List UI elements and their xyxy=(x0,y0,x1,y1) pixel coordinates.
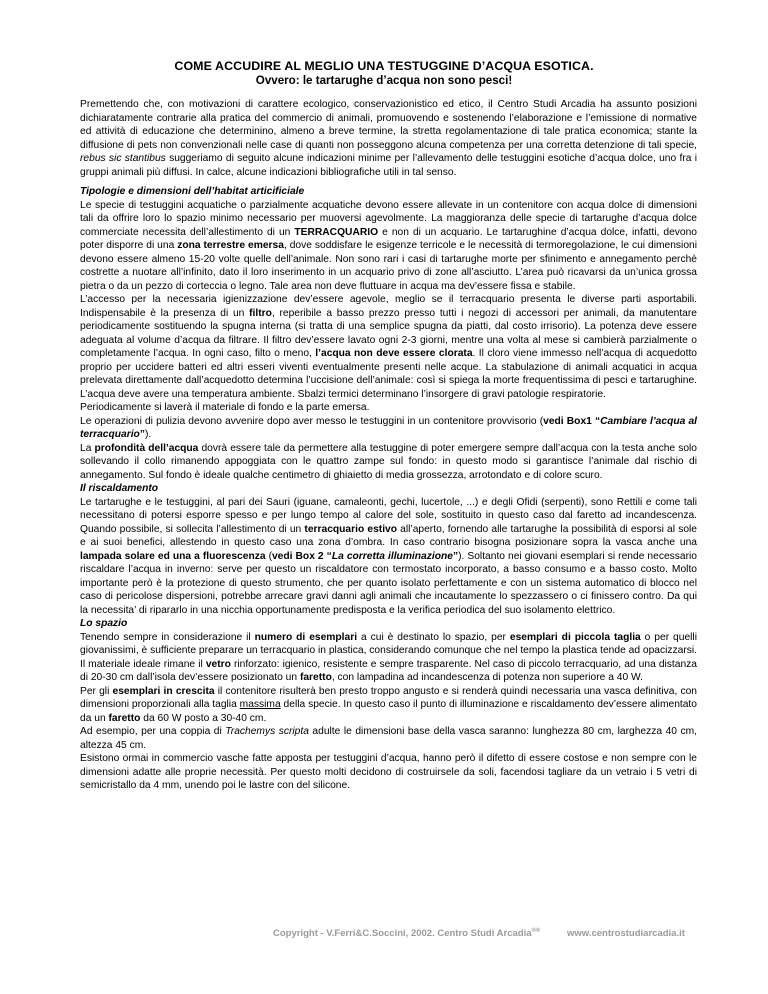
habitat-p1-text: Le specie di testuggini acquatiche o parzialmente acquatiche devono essere allevate in un contenitore con acqua dolce di dimensioni tali da offrire loro lo spazio minimo necessario per muoversi agevolmente. La maggioranza delle specie di tartarughe d’acqua dolce commerciate necessita dell’allestimento di un xyxy=(80,199,697,238)
heating-bold-lampada: lampada solare ed una a fluorescenza xyxy=(80,550,266,562)
heating-text: Le tartarughe e le testuggini, al pari dei Sauri (iguane, camaleonti, gechi, lucertole, ...) e degli Ofidi (serpenti), sono Rettili e come tali necessitano di potersi esporre spesso e per lungo tempo al calore del sole, sostituito in questo caso dal faretto ad incandescenza. Quando possibile, si sollecita l’allestimento di un xyxy=(80,496,697,535)
footer-copyright xyxy=(273,928,540,939)
footer-registered-mark: ®® xyxy=(531,928,541,934)
habitat-p2-text-3: . Il cloro viene immesso nell’acqua di acquedotto proprio per uccidere batteri ed altri esseri viventi eventualmente presenti nelle acque. La stabulazione di animali acquatici in acqua prelevata direttamente dall’acquedotto determina l’uccisione dell’animale: così si spiega la morte frequentissima di pesci e tartarughine. L’acqua deve avere una temperatura ambiente. Sbalzi termici determinano l’insorgere di gravi patologie respiratorie. xyxy=(80,348,697,400)
space-p2-text-2: il contenitore risulterà ben presto troppo angusto e si renderà quindi necessaria una vasca definitiva, con dimensioni proporzionali alla taglia xyxy=(80,685,698,710)
habitat-p2-text: L’accesso per la necessaria igienizzazione dev’essere agevole, meglio se il terracquario presenta le diverse parti asportabili. Indispensabile è la presenza di un xyxy=(80,294,697,319)
habitat-p5-text: La xyxy=(80,442,95,454)
habitat-p1-text-2: e non di un acquario. Le tartarughine d’acqua dolce, infatti, devono poter disporre di una xyxy=(80,226,697,251)
space-paragraph-1 xyxy=(80,631,697,685)
space-p2-bold-faretto: faretto xyxy=(108,712,141,724)
habitat-p4-box-ref: vedi Box1 “ xyxy=(543,415,601,427)
habitat-p1-bold-zona: zona terrestre emersa xyxy=(177,240,284,251)
intro-paragraph xyxy=(80,98,697,179)
space-p1-text: Tenendo sempre in considerazione il xyxy=(80,631,255,643)
habitat-p1-bold-terracquario: TERRACQUARIO xyxy=(294,226,379,238)
space-p1-bold-vetro: vetro xyxy=(205,658,231,670)
section-heading-space: Lo spazio xyxy=(80,618,128,629)
habitat-p4-text-end: ). xyxy=(144,429,152,440)
habitat-paragraph-3: Periodicamente si laverà il materiale di fondo e la parte emersa. xyxy=(80,402,370,413)
space-paragraph-2 xyxy=(80,685,697,726)
section-heading-heating: Il riscaldamento xyxy=(80,483,159,494)
habitat-p5-bold-profondita: profondità dell’acqua xyxy=(94,442,199,454)
habitat-p4-text: Le operazioni di pulizia devono avvenire dopo aver messo le testuggini in un contenitore provvisorio ( xyxy=(80,415,544,427)
space-p2-text: Per gli xyxy=(80,685,113,697)
habitat-p5-text-2: dovrà essere tale da permettere alla testuggine di poter emergere sempre dall’acqua con la testa anche solo sollevando il collo rimanendo appoggiata con le quattro zampe sul fondo: in questo modo si garantisce l’animale dal rischio di annegamento. Sul fondo è ideale qualche centimetro di ghiaietto di media grossezza, arrotondato e di colore scuro. xyxy=(80,442,697,481)
intro-italic-phrase: rebus sic stantibus xyxy=(80,153,166,164)
space-p3-text: Ad esempio, per una coppia di xyxy=(80,726,226,737)
space-p1-text-5: , con lampadina ad incandescenza di potenza non superiore a 40 W. xyxy=(331,672,643,683)
space-paragraph-3 xyxy=(80,725,697,752)
page-subtitle: Ovvero: le tartarughe d’acqua non sono pesci! xyxy=(255,74,513,87)
habitat-p2-bold-clorata: l’acqua non deve essere clorata xyxy=(315,348,473,359)
habitat-paragraph-1 xyxy=(80,199,697,294)
habitat-p2-text-2: , reperibile a basso prezzo presso tutti i negozi di accessori per animali, da manutentare periodicamente sostituendo la spugna interna (si tratta di una semplice spugna da piatti, dal costo irrisorio). La potenza deve essere adeguata al volume d’acqua da filtrare. Il filtro dev’essere lavato ogni 2-3 giorni, mentre una volta al mese si cambierà parzialmente o completamente l’acqua. In ogni caso, filto o meno, xyxy=(80,307,697,359)
space-paragraph-4: Esistono ormai in commercio vasche fatte apposta per testuggini d’acqua, hanno però il difetto di essere costose e non sempre con le dimensioni adatte alle proprie necessità. Per questo molti decidono di costruirsele da soli, facendosi tagliare da un vetraio i 5 vetri di semicristallo da 4 mm, unendo poi le lastre con del silicone. xyxy=(80,753,697,791)
heating-text-4: ). Soltanto nei giovani esemplari si rende necessario riscaldare l’acqua in inverno: serve per questo un riscaldatore con termostato incorporato, a basso consumo e a basso costo. Molto importante però è la protezione di questo strumento, che per quanto isolato perfettamente e con un sistema automatico di blocco nel caso di pericolose dispersioni, potrebbe arrecare gravi danni agli animali che incautamente lo spezzassero o ci finissero contro. Da qui la necessita’ di ripararlo in una nicchia opportunamente predisposta e la verifica periodica del suo isolamento elettrico. xyxy=(80,550,698,616)
habitat-paragraph-2 xyxy=(80,293,697,401)
heating-box-ref: vedi Box 2 “ xyxy=(271,550,332,562)
habitat-p1-text-3: , dove soddisfare le esigenze terricole e le necessità di termoregolazione, le cui dimensioni devono essere almeno 15-20 volte quelle dell’animale. Non sono rari i casi di tartarughe morte per sfinimento e annegamento perchè costrette a nuotare all’infinito, dato il loro inserimento in un acquario privo di zone all’asciutto. L’area può ricavarsi da un’unica grossa pietra o da un pezzo di corteccia o legno. Tale area non deve fluttuare in acqua ma dev’essere fissa e stabile. xyxy=(80,240,697,292)
space-p1-bold-numero: numero di esemplari xyxy=(254,631,358,643)
page-title: COME ACCUDIRE AL MEGLIO UNA TESTUGGINE D’ACQUA ESOTICA. xyxy=(174,59,594,73)
space-p3-text-2: adulte le dimensioni base della vasca saranno: lunghezza 80 cm, larghezza 40 cm, altezza 45 cm. xyxy=(80,726,697,751)
footer-copyright-text: Copyright - V.Ferri&C.Soccini, 2002. Centro Studi Arcadia xyxy=(273,928,532,940)
space-p1-bold-piccola: esemplari di piccola taglia xyxy=(509,631,641,643)
space-p2-bold-crescita: esemplari in crescita xyxy=(112,685,215,697)
heating-bold-estivo: terracquario estivo xyxy=(304,523,398,535)
heating-box-title: La corretta illuminazione xyxy=(331,550,453,562)
heating-box-quote: ” xyxy=(452,550,459,562)
document-body xyxy=(80,98,697,793)
space-p1-text-3: o per quelli giovanissimi, è sufficiente preparare un terracquario in plastica, considerando comunque che nel tempo la plastica tende ad opacizzarsi. Il materiale ideale rimane il xyxy=(80,631,697,670)
footer-website-link[interactable]: www.centrostudiarcadia.it xyxy=(567,928,685,939)
intro-text-end: suggeriamo di seguito alcune indicazioni minime per l’allevamento delle testuggini esotiche d’acqua dolce, uno fra i gruppi animali più diffusi. In calce, alcune indicazioni bibliografiche utili in tal senso. xyxy=(80,153,698,178)
space-p2-text-4: da 60 W posto a 30-40 cm. xyxy=(140,712,267,724)
heating-paragraph xyxy=(80,496,697,618)
space-p2-underline-massima: massima xyxy=(239,699,281,710)
space-p3-species-name: Trachemys scripta xyxy=(225,726,309,737)
space-p1-text-4: rinforzato: igienico, resistente e sempre trasparente. Nel caso di piccolo terracquario, ad una distanza di 20-30 cm dall’isola dev’essere posizionato un xyxy=(80,658,698,683)
space-p2-text-3: della specie. In questo caso il punto di illuminazione e riscaldamento dev’essere alimentato da un xyxy=(80,699,697,724)
habitat-paragraph-4 xyxy=(80,415,697,442)
section-heading-habitat: Tipologie e dimensioni dell’habitat articificiale xyxy=(80,186,305,197)
heating-text-2: all’aperto, fornendo alle tartarughe la possibilità di esporsi al sole e ai suoi benefici, allestendo in questo caso una zona d’ombra. In caso contrario bisogna posizionare sopra la vasca anche una xyxy=(80,523,698,548)
habitat-p4-box-quote: ” xyxy=(139,429,145,440)
habitat-paragraph-5 xyxy=(80,442,697,483)
space-p1-text-2: a cui è destinato lo spazio, per xyxy=(357,631,510,643)
habitat-p2-bold-filtro: filtro xyxy=(249,307,272,319)
space-p1-bold-faretto: faretto xyxy=(299,672,332,683)
intro-text: Premettendo che, con motivazioni di carattere ecologico, conservazionistico ed etico, il Centro Studi Arcadia ha assunto posizioni dichiaratamente contrarie alla pratica del commercio di animali, promuovendo e sostenendo l’elaborazione e l’emissione di normative ed attività di educazione che determinino, almeno a breve termine, la stretta regolamentazione di tale pratica economica; stante la diffusione di pets non convenzionali nelle case di quanti non posseggono alcuna competenza per una corretta detenzione di tali specie, xyxy=(80,99,697,151)
heating-text-3: ( xyxy=(265,550,272,562)
habitat-p4-box-title: Cambiare l’acqua al terracquario xyxy=(80,415,697,440)
